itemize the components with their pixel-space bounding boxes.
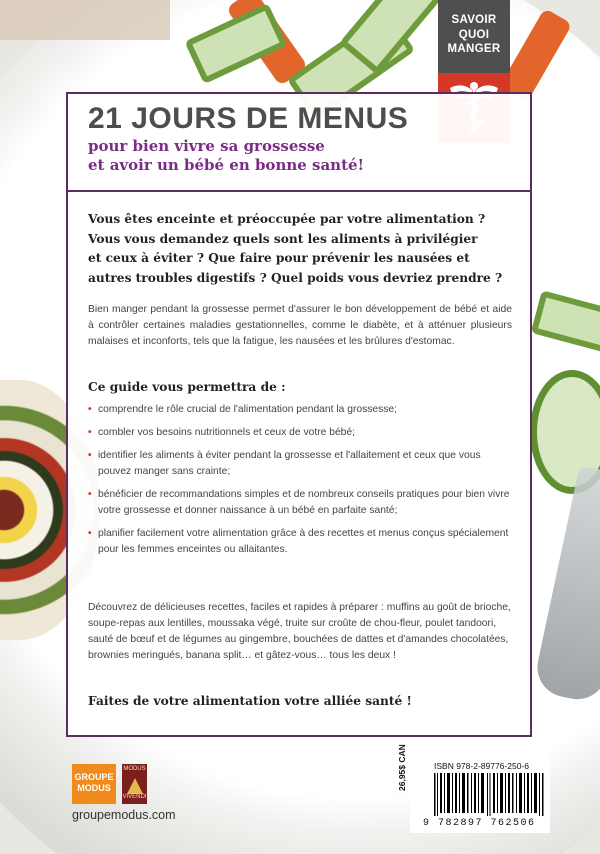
barcode-block	[410, 755, 550, 833]
list-item: • combler vos besoins nutritionnels et ceux de votre bébé;	[88, 425, 512, 441]
barcode-icon	[434, 773, 544, 816]
intro-questions: Vous êtes enceinte et préoccupée par votre alimentation ? Vous vous demandez quels sont les aliments à privilégier et ceux à éviter ? Que faire pour prévenir les nausées et autres troubles digestifs ? Quel poids vous devriez prendre ?	[88, 212, 503, 285]
divider	[68, 190, 530, 192]
guide-heading: Ce guide vous permettra de :	[88, 380, 286, 394]
list-item: • identifier les aliments à éviter pendant la grossesse et l'allaitement et ceux que vous pouvez manger sans crainte;	[88, 450, 481, 477]
modus-vivendi-logo: MODUS VIVENDI	[122, 764, 147, 804]
isbn-text: ISBN 978-2-89776-250-6	[434, 761, 529, 771]
price-label: 26,95$ CAN	[396, 741, 408, 794]
description-paragraph: Bien manger pendant la grossesse permet d'assurer le bon développement de bébé et aide à contrôler certaines maladies gestationnelles, comme le diabète, et à atténuer plusieurs malaises et inconforts, tels que la fatigue, les nausées et les brûlures d'estomac.	[88, 304, 512, 347]
bullet-icon: •	[88, 489, 92, 500]
book-title: 21 JOURS DE MENUS	[88, 102, 409, 135]
triangle-icon	[127, 778, 143, 794]
bullet-icon: •	[88, 404, 92, 415]
back-cover-panel	[66, 92, 532, 737]
list-item: • planifier facilement votre alimentation grâce à des recettes et menus conçus spécialement pour les femmes enceintes ou allaitantes.	[88, 528, 509, 555]
linen-napkin	[0, 0, 170, 40]
publisher-website[interactable]: groupemodus.com	[72, 808, 176, 822]
badge-text: SAVOIR QUOI MANGER	[447, 14, 501, 55]
bullet-icon: •	[88, 528, 92, 539]
groupe-modus-logo: GROUPE MODUS	[72, 764, 116, 804]
guide-list	[88, 402, 512, 565]
bullet-icon: •	[88, 427, 92, 438]
closing-tagline: Faites de votre alimentation votre alliée santé !	[88, 694, 412, 708]
book-subtitle: pour bien vivre sa grossesse et avoir un bébé en bonne santé!	[88, 137, 365, 174]
bullet-icon: •	[88, 450, 92, 461]
barcode-number: 9 782897 762506	[423, 818, 536, 829]
list-item: • comprendre le rôle crucial de l'alimentation pendant la grossesse;	[88, 402, 512, 418]
recipes-paragraph: Découvrez de délicieuses recettes, faciles et rapides à préparer : muffins au goût de brioche, soupe-repas aux lentilles, moussaka végé, truite sur croûte de chou-fleur, poulet tandoori, sauté de bœuf et de légumes au gingembre, bouchées de dattes et d'amandes chocolatées, brownies meringués, banana split… et gâtez-vous… tous les deux !	[88, 602, 511, 661]
list-item: • bénéficier de recommandations simples et de nombreux conseils pratiques pour bien vivre votre grossesse et donner naissance à un bébé en parfaite santé;	[88, 489, 510, 516]
